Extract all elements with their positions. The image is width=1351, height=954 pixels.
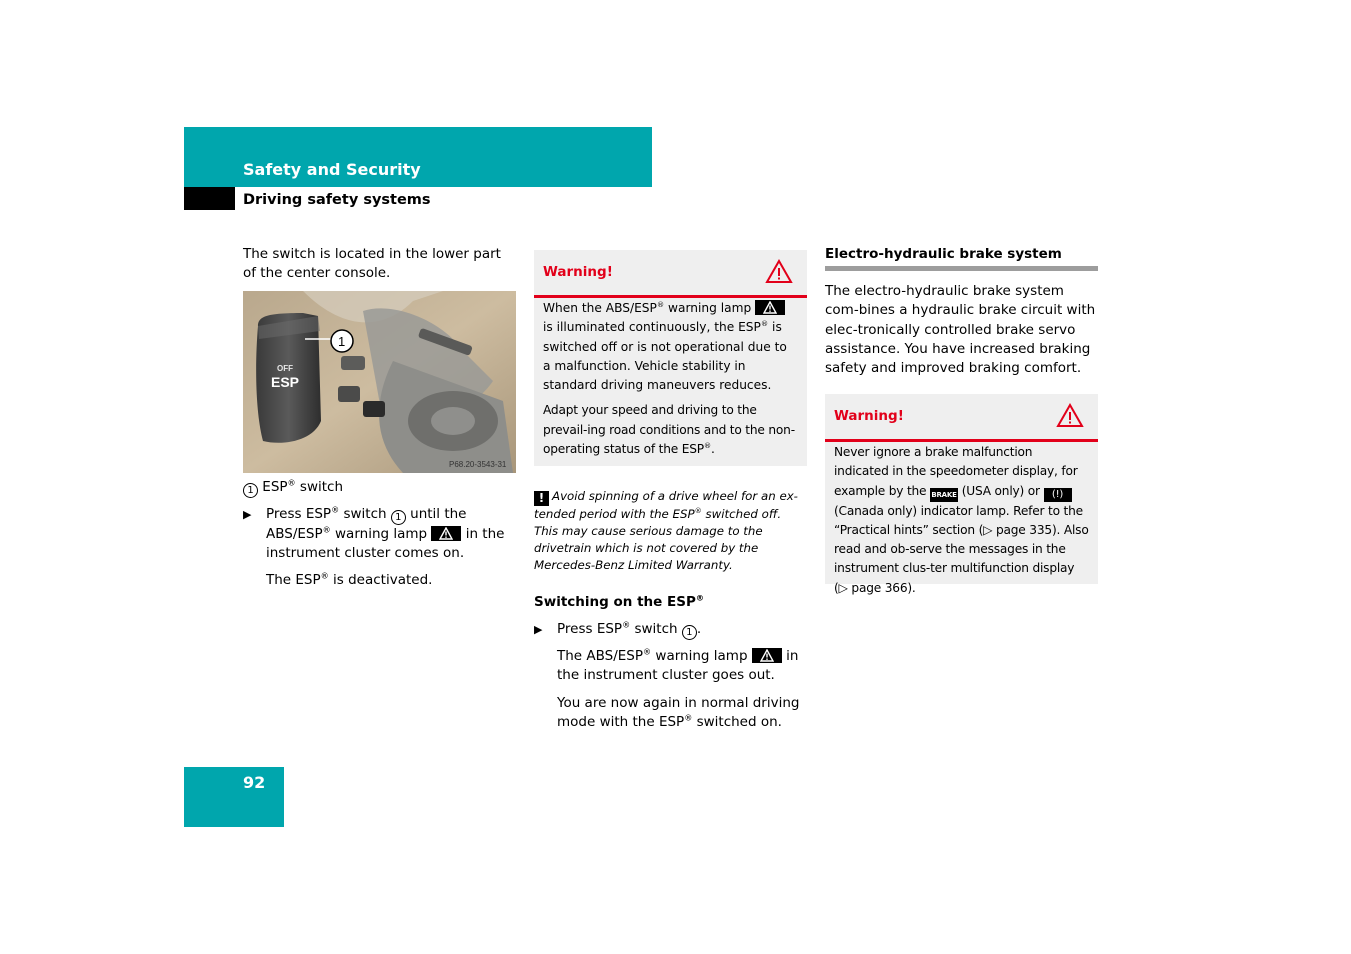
warning-label: Warning!: [834, 408, 904, 424]
caption-text: ESP: [262, 479, 288, 495]
warning-paragraph: [825, 442, 1098, 598]
caution-note: [534, 488, 806, 574]
registered-mark: ®: [760, 319, 769, 329]
figure-button-esp-text: ESP: [271, 374, 300, 390]
warning-triangle-icon: [765, 259, 793, 288]
warning-text: (Canada only) indicator lamp. Refer to the “Practical hints” section (▷ page 335). Also read and ob-serve the messages in the instrument clus-ter multifunction display (▷ page 366).: [834, 503, 1089, 595]
registered-mark: ®: [694, 506, 702, 516]
callout-number: 1: [391, 510, 406, 525]
figure-callout-number: 1: [338, 334, 346, 349]
result-text: warning lamp: [651, 648, 752, 664]
warning-text: Never ignore a brake malfunction indicated in the speedometer display, for example by the: [834, 445, 1078, 498]
caution-text: Avoid spinning of a drive wheel for an ex-tended period with the ESP: [534, 489, 798, 521]
warning-paragraph-2: [534, 395, 807, 459]
page-number-box: [184, 767, 284, 827]
warning-text: Adapt your speed and driving to the prevail-ing road conditions and to the non-operating status of the ESP: [543, 403, 795, 457]
warning-text: (USA only) or: [958, 483, 1044, 498]
warning-text: is switched off or is not operational due to a malfunction. Vehicle stability in standard driving maneuvers reduces.: [543, 320, 787, 393]
warning-header: [825, 394, 1098, 442]
registered-mark: ®: [322, 524, 331, 535]
registered-mark: ®: [331, 504, 340, 515]
subsection-tab: [184, 187, 235, 210]
step-text: switch: [630, 621, 682, 637]
esp-switch-photo: [243, 291, 516, 473]
step-text: Press ESP: [266, 506, 332, 522]
figure-caption: [243, 478, 513, 498]
warning-text: .: [711, 442, 715, 457]
warning-box-esp: [534, 250, 807, 466]
registered-mark: ®: [695, 592, 704, 603]
result-text: in the instrument cluster goes out.: [557, 648, 799, 684]
caution-icon: !: [534, 491, 549, 506]
step-result-2: [557, 647, 807, 686]
registered-mark: ®: [287, 477, 296, 488]
result-text: The ABS/ESP: [557, 648, 644, 664]
warning-triangle-icon: [431, 526, 461, 541]
warning-triangle-icon: [755, 300, 785, 315]
figure-code: P68.20-3543-31: [449, 460, 507, 469]
step-text: Press ESP: [557, 621, 623, 637]
canada-brake-lamp-icon: (!): [1044, 488, 1072, 502]
result-text: switched on.: [692, 714, 782, 731]
step-result: [266, 571, 516, 590]
step-text: warning lamp: [330, 526, 432, 542]
registered-mark: ®: [656, 299, 665, 309]
registered-mark: ®: [703, 441, 711, 451]
warning-paragraph-1: [534, 298, 807, 395]
subsection-title: Driving safety systems: [243, 192, 431, 208]
warning-triangle-icon: [1056, 403, 1084, 432]
warning-box-brake: [825, 394, 1098, 595]
heading-rule: [825, 266, 1098, 271]
step-text: in the instrument cluster comes on.: [266, 526, 505, 562]
intro-text: The switch is located in the lower part of the center console.: [243, 246, 501, 282]
step-text: switch: [339, 506, 391, 522]
instruction-step-2: [534, 620, 809, 640]
switching-on-heading: [534, 594, 704, 610]
step-text: until the ABS/ESP: [266, 506, 467, 542]
brake-system-heading: Electro-hydraulic brake system: [825, 246, 1062, 262]
callout-number: 1: [243, 483, 258, 498]
caption-text-2: switch: [295, 479, 344, 495]
result-text: The ESP: [266, 572, 321, 588]
warning-text: is illuminated continuously, the ESP: [543, 320, 761, 335]
registered-mark: ®: [643, 646, 652, 657]
warning-header: [534, 250, 807, 298]
registered-mark: ®: [684, 712, 693, 723]
warning-triangle-icon: [752, 648, 782, 663]
step-result-3: [557, 694, 807, 733]
heading-text: Switching on the ESP: [534, 594, 696, 610]
step-text: .: [696, 621, 702, 637]
bullet-icon: ▶: [534, 623, 543, 636]
brake-lamp-icon: BRAKE: [930, 488, 958, 502]
warning-label: Warning!: [543, 264, 613, 280]
callout-number: 1: [682, 625, 697, 640]
result-text: You are now again in normal driving mode with the ESP: [557, 695, 800, 731]
instruction-step: [243, 505, 518, 564]
warning-text: When the ABS/ESP: [543, 301, 657, 315]
brake-system-body: The electro-hydraulic brake system com-bines a hydraulic brake circuit with elec-tronically controlled brake servo assistance. You have increased braking safety and improved braking comfort.: [825, 283, 1096, 377]
warning-text: warning lamp: [664, 301, 756, 315]
registered-mark: ®: [622, 619, 631, 630]
page-number: 92: [243, 773, 266, 792]
bullet-icon: ▶: [243, 508, 252, 521]
result-text: is deactivated.: [328, 572, 433, 588]
registered-mark: ®: [320, 570, 329, 581]
figure-button-off-text: OFF: [277, 364, 293, 373]
caution-text: switched off. This may cause serious damage to the drivetrain which is not covered by the Mercedes-Benz Limited Warranty.: [534, 507, 782, 572]
section-title: Safety and Security: [243, 160, 421, 179]
